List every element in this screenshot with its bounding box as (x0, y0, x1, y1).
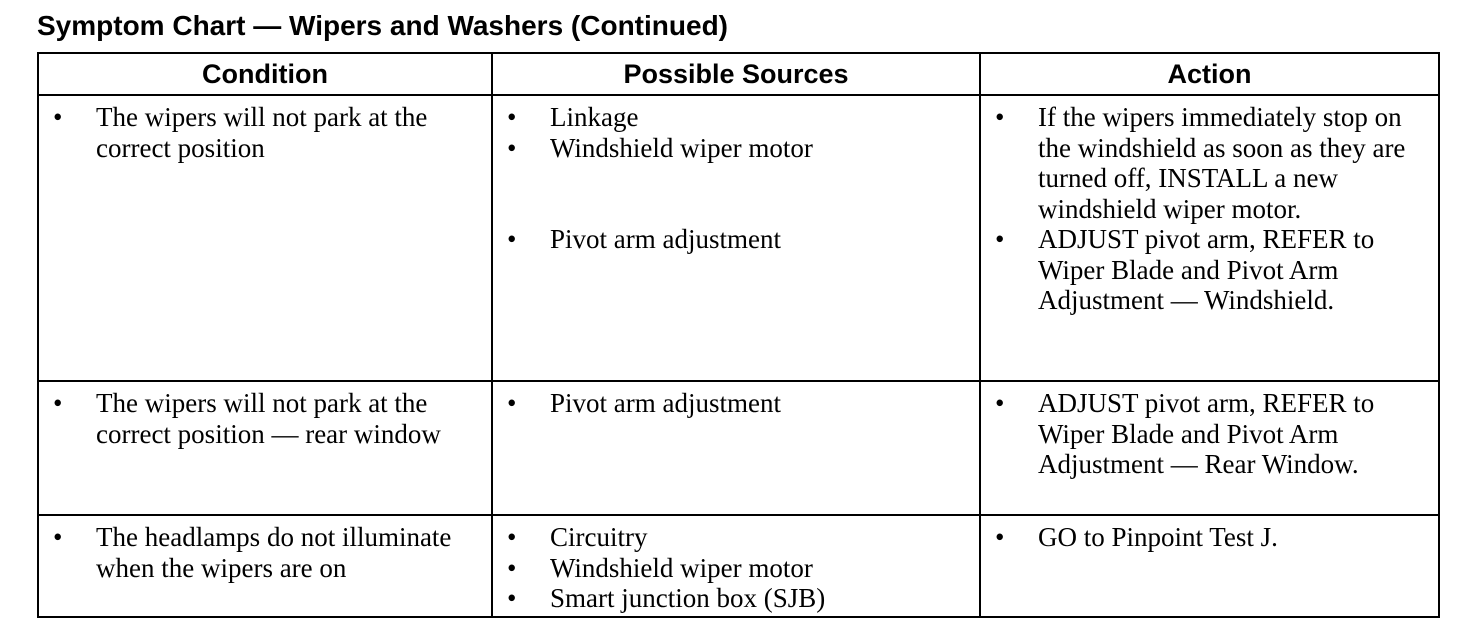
bullet-icon: • (995, 388, 1005, 418)
bullet-icon: • (507, 522, 517, 552)
action-text: ADJUST pivot arm, REFER to Wiper Blade and Pivot Arm Adjustment — Windshield. (1038, 224, 1375, 315)
source-text: Pivot arm adjustment (550, 224, 781, 254)
action-text: GO to Pinpoint Test J. (1038, 522, 1278, 552)
source-text: Circuitry (550, 522, 648, 552)
action-text: If the wipers immediately stop on the windshield as soon as they are turned off, INSTALL a new windshield wiper motor. (1038, 102, 1406, 224)
source-text: Linkage (550, 102, 639, 132)
list-item (39, 388, 491, 449)
list-item (493, 224, 979, 255)
source-text: Windshield wiper motor (550, 552, 813, 583)
list-item (493, 522, 979, 553)
bullet-icon: • (507, 552, 517, 583)
condition-text: The headlamps do not illuminate when the wipers are on (96, 522, 452, 583)
list-item (39, 522, 491, 583)
table-row (38, 381, 1439, 515)
list-item (493, 553, 979, 584)
source-text: Smart junction box (SJB) (550, 583, 826, 613)
source-text: Windshield wiper motor (550, 132, 813, 163)
bullet-icon: • (53, 388, 63, 418)
page-title: Symptom Chart — Wipers and Washers (Continued) (37, 10, 728, 41)
symptom-chart-table (37, 52, 1440, 618)
condition-text: The wipers will not park at the correct position (96, 102, 428, 163)
bullet-icon: • (53, 102, 63, 132)
bullet-icon: • (507, 102, 517, 132)
condition-cell (38, 381, 492, 515)
list-item (981, 388, 1438, 480)
column-header-action: Action (980, 53, 1439, 95)
column-header-condition: Condition (38, 53, 492, 95)
list-item (493, 102, 979, 133)
bullet-icon: • (995, 522, 1005, 552)
action-text: ADJUST pivot arm, REFER to Wiper Blade and Pivot Arm Adjustment — Rear Window. (1038, 388, 1375, 479)
list-item (981, 224, 1438, 316)
condition-cell (38, 515, 492, 617)
bullet-icon: • (995, 224, 1005, 254)
sources-cell (492, 515, 980, 617)
list-item (981, 102, 1438, 224)
list-item (493, 388, 979, 419)
sources-cell (492, 95, 980, 381)
table-row (38, 95, 1439, 381)
condition-cell (38, 95, 492, 381)
action-cell (980, 95, 1439, 381)
bullet-icon: • (507, 224, 517, 254)
bullet-icon: • (507, 583, 517, 613)
list-item (493, 583, 979, 614)
source-text: Pivot arm adjustment (550, 388, 781, 418)
table-row (38, 515, 1439, 617)
bullet-icon: • (53, 522, 63, 552)
table-header-row (38, 53, 1439, 95)
bullet-icon: • (507, 132, 517, 163)
list-item (493, 133, 979, 164)
list-item (39, 102, 491, 163)
action-cell (980, 381, 1439, 515)
condition-text: The wipers will not park at the correct position — rear window (96, 388, 441, 449)
list-item (981, 522, 1438, 553)
bullet-icon: • (995, 102, 1005, 132)
list-spacer (493, 163, 979, 224)
sources-cell (492, 381, 980, 515)
action-cell (980, 515, 1439, 617)
bullet-icon: • (507, 388, 517, 418)
column-header-possible-sources: Possible Sources (492, 53, 980, 95)
